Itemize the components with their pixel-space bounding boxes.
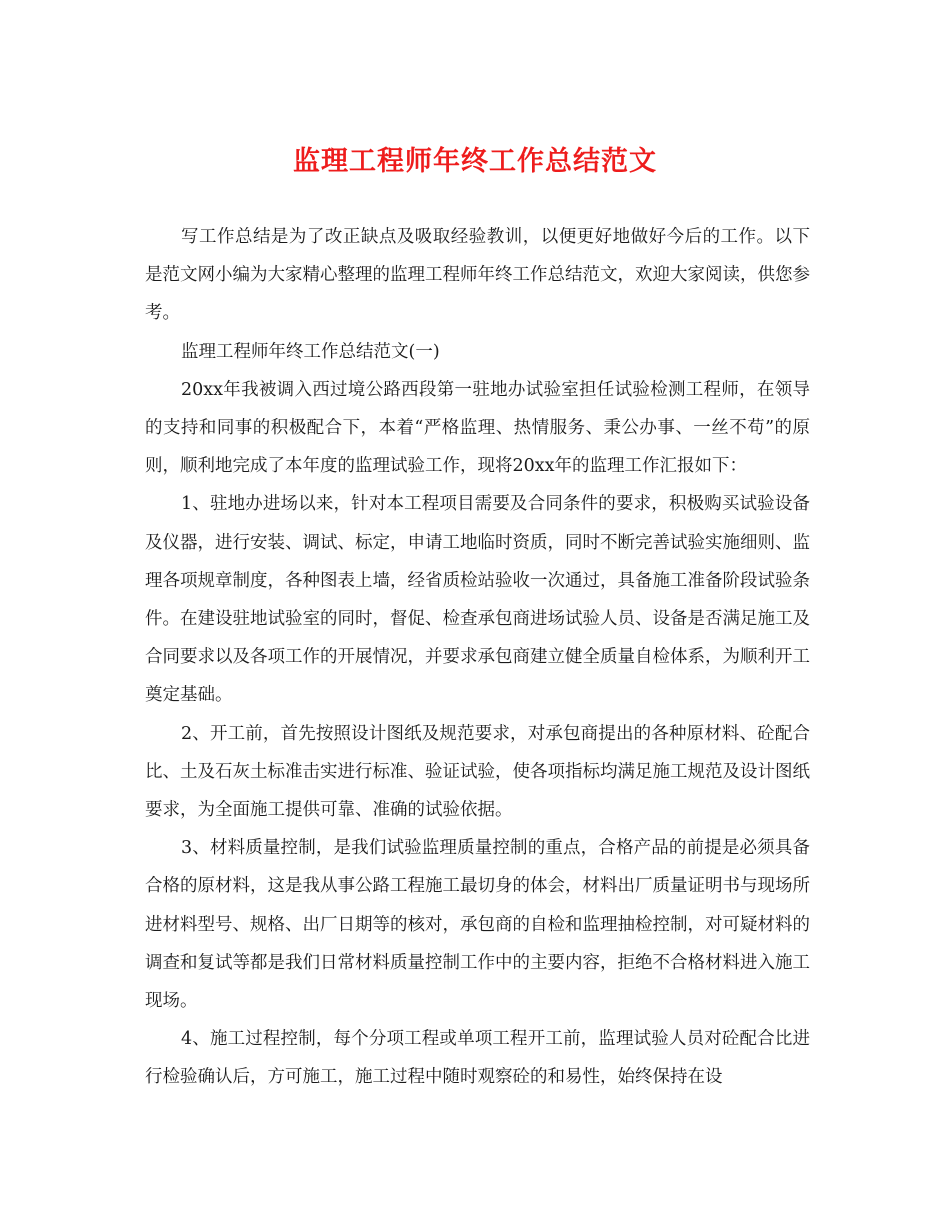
paragraph-intro: 写工作总结是为了改正缺点及吸取经验教训，以便更好地做好今后的工作。以下是范文网小编为大家精心整理的监理工程师年终工作总结范文，欢迎大家阅读，供您参考。: [145, 227, 810, 324]
section-heading: 监理工程师年终工作总结范文(一): [181, 341, 440, 362]
paragraph-item-3: 3、材料质量控制，是我们试验监理质量控制的重点，合格产品的前提是必须具备合格的原材料，这是我从事公路工程施工最切身的体会，材料出厂质量证明书与现场所进材料型号、规格、出厂日期等的核对，承包商的自检和监理抽检控制，对可疑材料的调查和复试等都是我们日常材料质量控制工作中的主要内容，拒绝不合格材料进入施工现场。: [145, 838, 810, 1012]
paragraph-overview: 20xx年我被调入西过境公路西段第一驻地办试验室担任试验检测工程师，在领导的支持和同事的积极配合下，本着“严格监理、热情服务、秉公办事、一丝不苟”的原则，顺利地完成了本年度的监理试验工作，现将20xx年的监理工作汇报如下：: [145, 379, 810, 477]
paragraph-item-1: 1、驻地办进场以来，针对本工程项目需要及合同条件的要求，积极购买试验设备及仪器，进行安装、调试、标定，申请工地临时资质，同时不断完善试验实施细则、监理各项规章制度，各种图表上墙，经省质检站验收一次通过，具备施工准备阶段试验条件。在建设驻地试验室的同时，督促、检查承包商进场试验人员、设备是否满足施工及合同要求以及各项工作的开展情况，并要求承包商建立健全质量自检体系，为顺利开工奠定基础。: [145, 494, 810, 706]
document-body: [145, 218, 810, 1097]
paragraph-item-2: 2、开工前，首先按照设计图纸及规范要求，对承包商提出的各种原材料、砼配合比、土及石灰土标准击实进行标准、验证试验，使各项指标均满足施工规范及设计图纸要求，为全面施工提供可靠、准确的试验依据。: [145, 723, 810, 821]
paragraph-item-4: 4、施工过程控制，每个分项工程或单项工程开工前，监理试验人员对砼配合比进行检验确认后，方可施工，施工过程中随时观察砼的和易性，始终保持在设: [145, 1029, 810, 1088]
document-title: 监理工程师年终工作总结范文: [293, 146, 657, 177]
